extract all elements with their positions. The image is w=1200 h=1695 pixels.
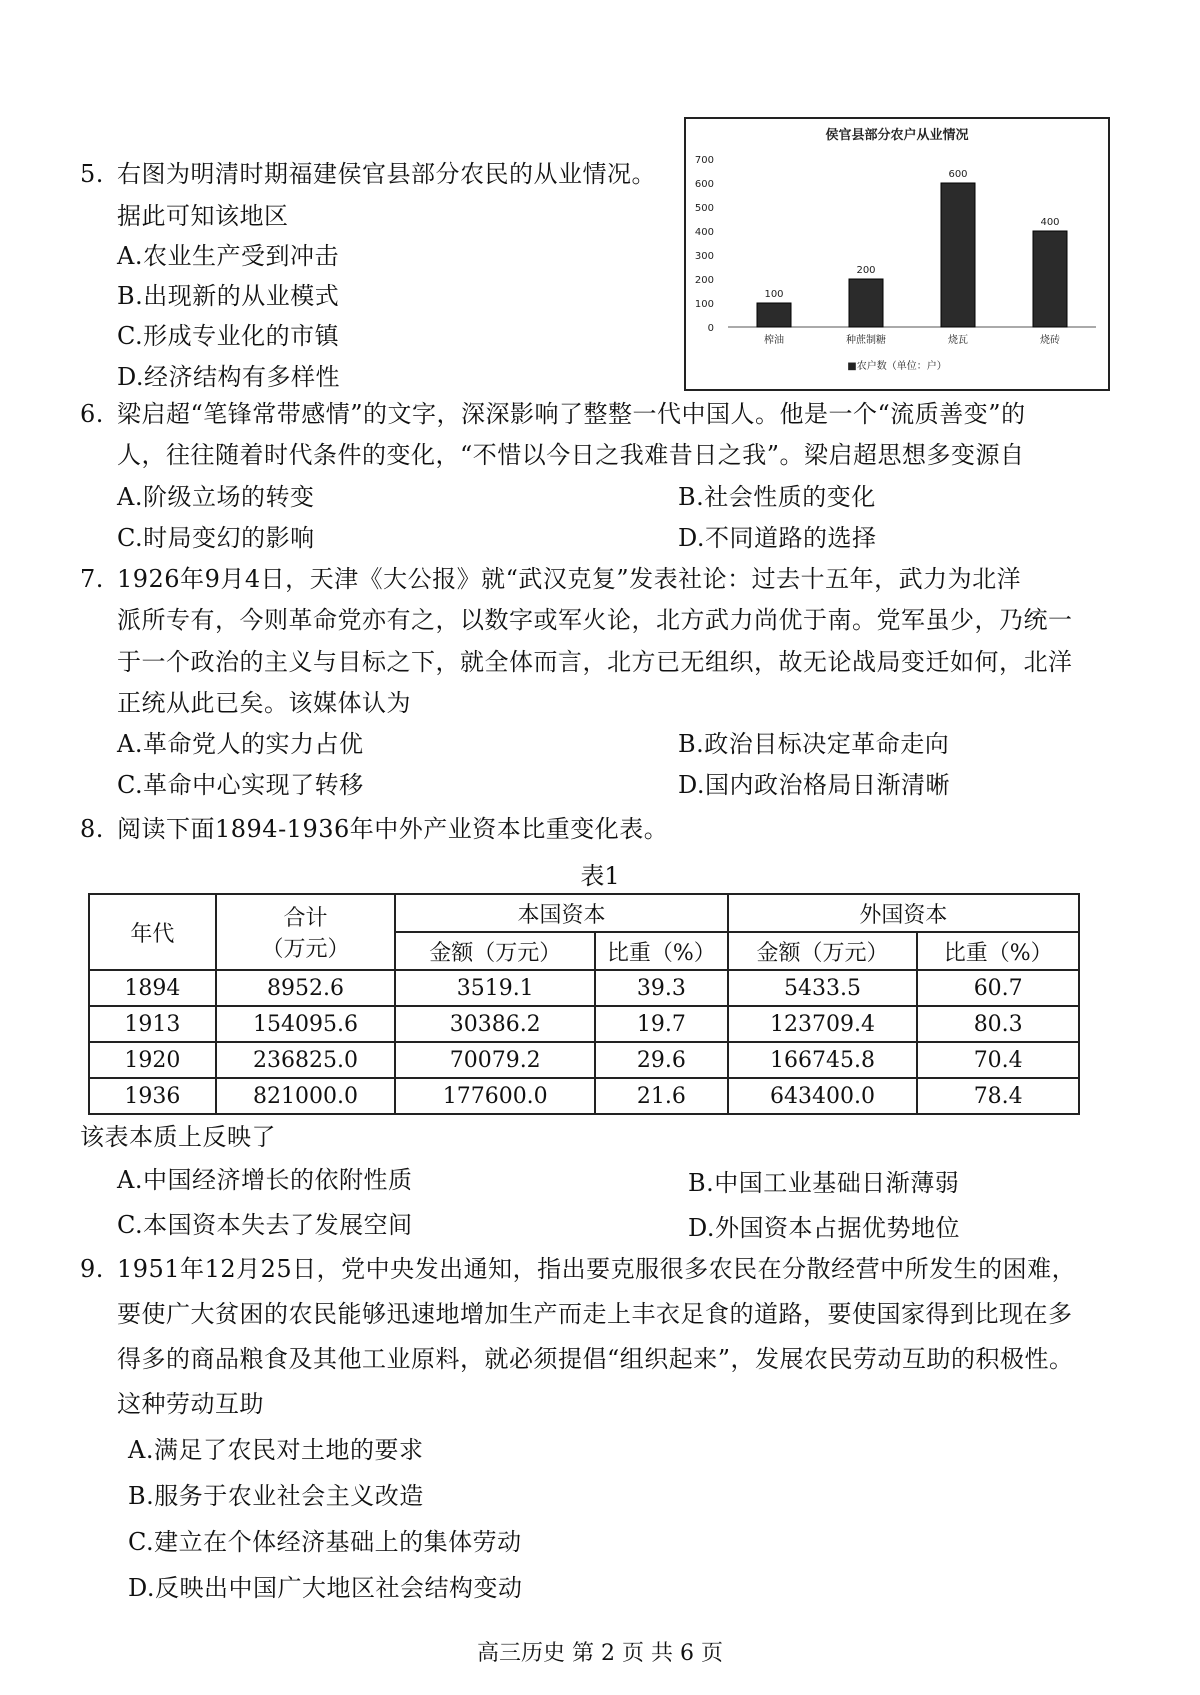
q7-option-b[interactable]: B.政治目标决定革命走向 [678,730,950,758]
q7-number: 7. [80,565,104,593]
q9-number: 9. [80,1255,104,1283]
q9-stem-line-1: 9. 1951年12月25日，党中央发出通知，指出要克服很多农民在分散经营中所发生的困难， [80,1255,1077,1283]
header-domestic: 本国资本 [395,894,727,932]
header-domestic-amount: 金额（万元） [395,932,595,970]
q7-stem-line-4: 正统从此已矣。该媒体认为 [117,689,411,717]
header-foreign-amount: 金额（万元） [728,932,918,970]
header-domestic-ratio: 比重（%） [595,932,728,970]
q8-option-c[interactable]: C.本国资本失去了发展空间 [117,1211,413,1239]
q7-option-c[interactable]: C.革命中心实现了转移 [117,771,364,799]
bar-value-label: 100 [764,289,784,300]
bar-chart-svg [686,119,1108,389]
chart-title: 侯官县部分农户从业情况 [825,128,969,143]
q5-option-d[interactable]: D.经济结构有多样性 [117,363,341,391]
bar [849,279,883,327]
table-row: 1936 821000.0 177600.0 21.6 643400.0 78.4 [89,1078,1079,1114]
q7-option-a[interactable]: A.革命党人的实力占优 [117,730,364,758]
x-category-label: 榨油 [764,335,784,346]
y-tick-label: 0 [707,323,714,334]
q8-number: 8. [80,815,104,843]
y-tick-label: 500 [694,203,714,214]
table-row: 1920 236825.0 70079.2 29.6 166745.8 70.4 [89,1042,1079,1078]
q7-stem-line-1: 7. 1926年9月4日，天津《大公报》就“武汉克复”发表社论：过去十五年，武力为北洋 [80,565,1022,593]
q7-stem-line-2: 派所专有，今则革命党亦有之，以数字或军火论，北方武力尚优于南。党军虽少，乃统一 [117,606,1073,634]
q9-stem-line-2: 要使广大贫困的农民能够迅速地增加生产而走上丰衣足食的道路，要使国家得到比现在多 [117,1300,1073,1328]
table-caption: 表1 [580,862,620,890]
q8-option-d[interactable]: D.外国资本占据优势地位 [688,1214,961,1242]
q6-option-a[interactable]: A.阶级立场的转变 [117,483,315,511]
x-category-label: 种蔗制糖 [846,335,886,346]
bar [1033,231,1067,327]
y-tick-label: 100 [694,299,714,310]
header-year: 年代 [89,894,216,970]
bar-value-label: 200 [856,265,876,276]
q7-option-d[interactable]: D.国内政治格局日渐清晰 [678,771,951,799]
q5-stem-line-1: 5. 右图为明清时期福建侯官县部分农民的从业情况。 [80,160,656,188]
header-foreign-ratio: 比重（%） [917,932,1079,970]
table-row: 1894 8952.6 3519.1 39.3 5433.5 60.7 [89,970,1079,1006]
q6-number: 6. [80,400,104,428]
capital-table [88,893,1080,1115]
q9-option-b[interactable]: B.服务于农业社会主义改造 [128,1482,424,1510]
y-tick-label: 600 [694,179,714,190]
q8-option-b[interactable]: B.中国工业基础日渐薄弱 [688,1169,960,1197]
q5-number: 5. [80,160,104,188]
chart-legend: ■农户数（单位：户） [847,361,947,372]
q5-option-b[interactable]: B.出现新的从业模式 [117,282,340,310]
y-tick-label: 200 [694,275,714,286]
x-category-label: 烧砖 [1040,335,1060,346]
q9-stem-line-3: 得多的商品粮食及其他工业原料，就必须提倡“组织起来”，发展农民劳动互助的积极性。 [117,1345,1074,1373]
page-footer: 高三历史 第 2 页 共 6 页 [477,1641,723,1666]
q6-option-c[interactable]: C.时局变幻的影响 [117,524,315,552]
q9-option-d[interactable]: D.反映出中国广大地区社会结构变动 [128,1574,523,1602]
table-row: 1913 154095.6 30386.2 19.7 123709.4 80.3 [89,1006,1079,1042]
q9-option-c[interactable]: C.建立在个体经济基础上的集体劳动 [128,1528,522,1556]
q9-stem-line-4: 这种劳动互助 [117,1390,264,1418]
bar [757,303,791,327]
q8-option-a[interactable]: A.中国经济增长的依附性质 [117,1166,413,1194]
y-tick-label: 300 [694,251,714,262]
q8-stem: 8. 阅读下面1894-1936年中外产业资本比重变化表。 [80,815,669,843]
q5-option-c[interactable]: C.形成专业化的市镇 [117,322,340,350]
q5-option-a[interactable]: A.农业生产受到冲击 [117,242,339,270]
q6-stem-line-1: 6. 梁启超“笔锋常带感情”的文字，深深影响了整整一代中国人。他是一个“流质善变”的 [80,400,1026,428]
bar-chart [684,117,1110,391]
y-tick-label: 700 [694,155,714,166]
bar-value-label: 600 [948,169,968,180]
header-total: 合计 （万元） [216,894,396,970]
y-tick-label: 400 [694,227,714,238]
bar [941,183,975,327]
q6-stem-line-2: 人，往往随着时代条件的变化，“不惜以今日之我难昔日之我”。梁启超思想多变源自 [117,441,1025,469]
header-foreign: 外国资本 [728,894,1079,932]
q7-stem-line-3: 于一个政治的主义与目标之下，就全体而言，北方已无组织，故无论战局变迁如何，北洋 [117,648,1073,676]
bar-value-label: 400 [1040,217,1060,228]
q5-stem-line-2: 据此可知该地区 [117,202,289,230]
table-header-row-1 [89,894,1079,932]
q6-option-b[interactable]: B.社会性质的变化 [678,483,876,511]
q9-option-a[interactable]: A.满足了农民对土地的要求 [128,1436,424,1464]
x-category-label: 烧瓦 [948,335,968,346]
q8-after-text: 该表本质上反映了 [80,1123,276,1151]
q6-option-d[interactable]: D.不同道路的选择 [678,524,877,552]
